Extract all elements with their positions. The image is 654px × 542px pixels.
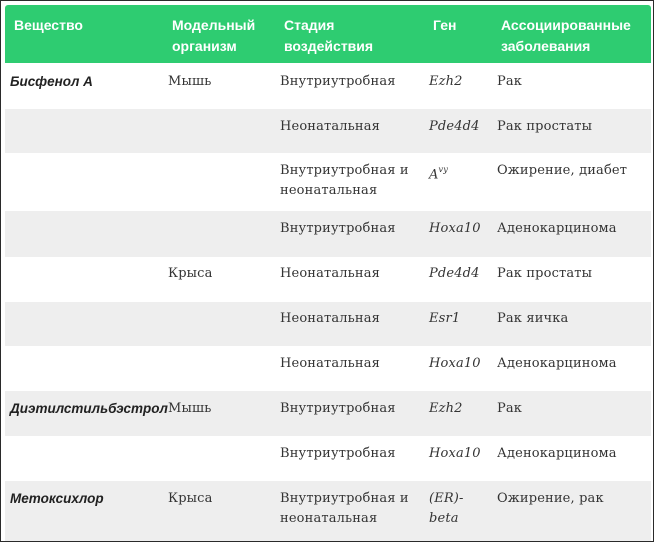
header-stage: Стадия воздействия [284,17,374,54]
gene-cell: Esr1 [429,311,461,326]
organism-cell: Мышь [168,74,212,89]
stage-cell: Внутриутробная и неонатальная [280,163,409,198]
disease-cell: Рак [497,401,523,416]
stage-cell: Внутриутробная [280,221,396,236]
stage-cell: Внутриутробная [280,446,396,461]
organism-cell: Крыса [168,266,213,281]
gene-cell [429,161,491,185]
disease-cell: Ожирение, рак [497,491,604,506]
gene-cell: (ER)-beta [429,491,464,526]
stage-cell: Неонатальная [280,119,380,134]
stage-cell: Внутриутробная и неонатальная [280,491,409,526]
disease-cell: Аденокарцинома [497,446,617,461]
disease-cell: Рак простаты [497,266,593,281]
disease-cell: Ожирение, диабет [497,163,628,178]
stage-cell: Внутриутробная [280,401,396,416]
disease-cell: Аденокарцинома [497,221,617,236]
gene-superscript: vy [438,165,448,174]
header-organism: Модельный организм [172,17,256,54]
gene-cell: Hoxa10 [429,221,481,236]
stage-cell: Неонатальная [280,266,380,281]
gene-cell: Ezh2 [429,401,463,416]
header-substance: Вещество [14,17,83,33]
stage-cell: Неонатальная [280,311,380,326]
stage-cell: Неонатальная [280,356,380,371]
gene-cell: Hoxa10 [429,446,481,461]
disease-cell: Рак [497,74,523,89]
gene-cell: Ezh2 [429,74,463,89]
substance-cell: Бисфенол А [10,74,93,89]
substance-cell: Метоксихлор [10,491,104,506]
substance-cell: Диэтилстильбэстрол [10,401,168,416]
disease-cell: Рак простаты [497,119,593,134]
gene-cell: Pde4d4 [429,266,480,281]
header-gene: Ген [433,17,457,33]
organism-cell: Мышь [168,401,212,416]
gene-name: A [429,167,439,183]
gene-cell: Pde4d4 [429,119,480,134]
gene-cell: Hoxa10 [429,356,481,371]
disease-cell: Аденокарцинома [497,356,617,371]
disease-cell: Рак яичка [497,311,569,326]
header-diseases: Ассоциированные заболевания [501,17,631,54]
table-header [5,5,651,63]
organism-cell: Крыса [168,491,213,506]
stage-cell: Внутриутробная [280,74,396,89]
